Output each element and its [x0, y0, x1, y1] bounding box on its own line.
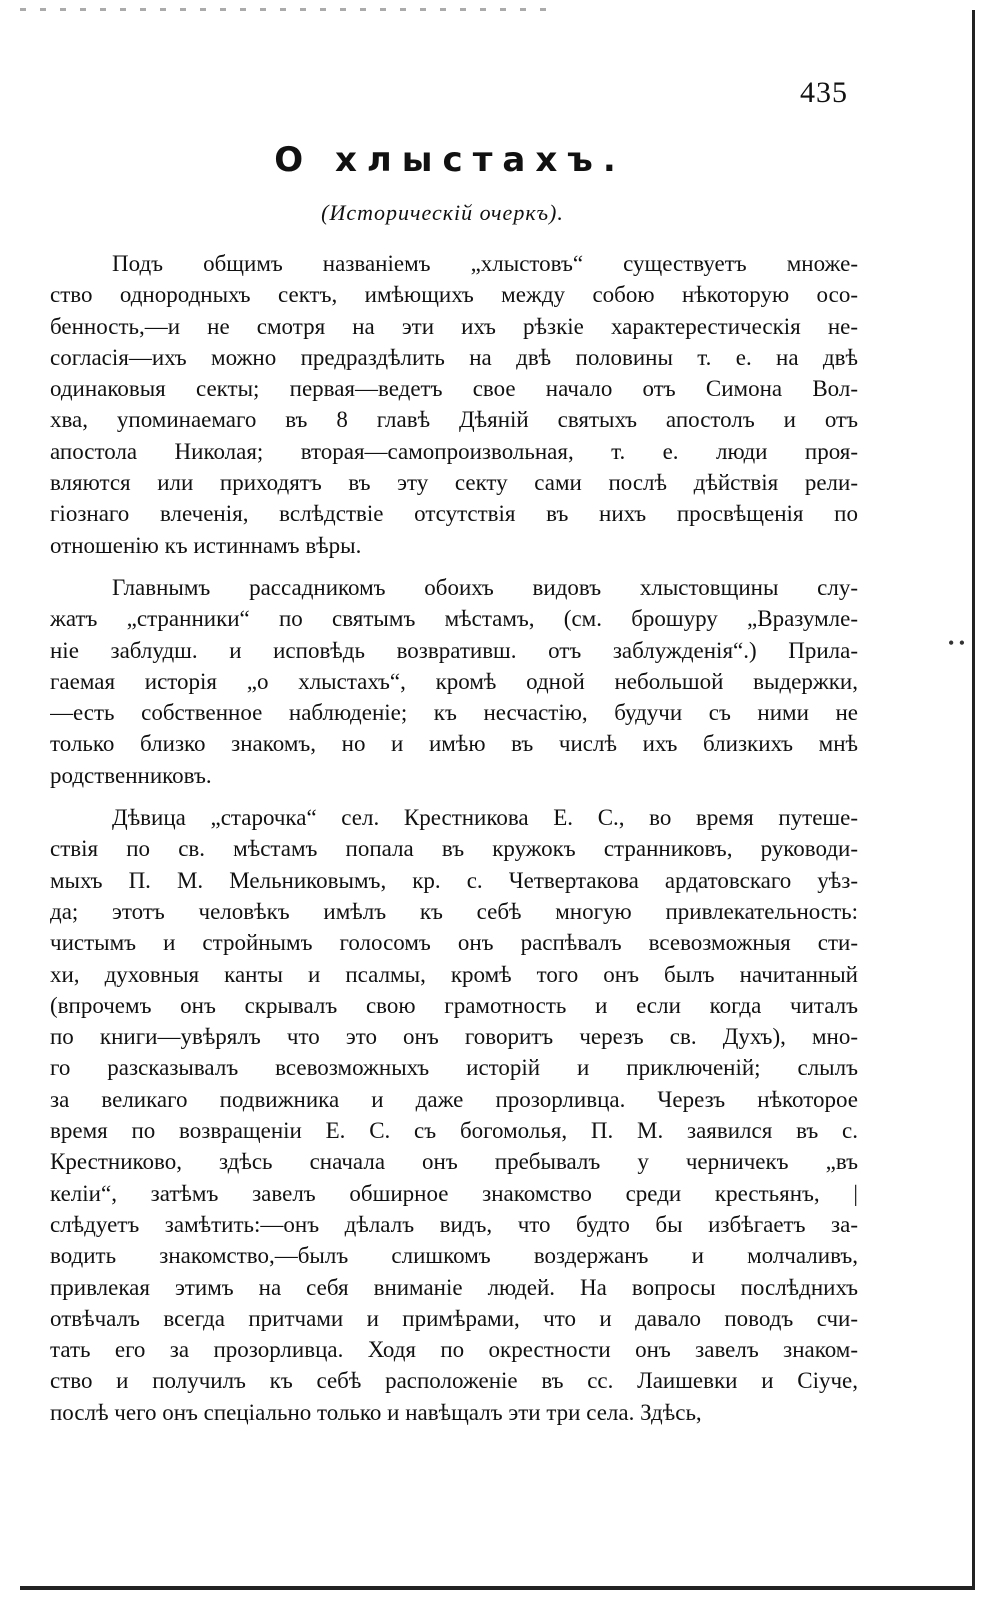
- paragraph: [50, 248, 858, 561]
- text-line: водить знакомство,—былъ слишкомъ воздержанъ и молчаливъ,: [50, 1243, 858, 1269]
- text-line: (впрочемъ онъ скрывалъ свою грамотность и если когда читалъ: [50, 992, 858, 1018]
- text-line: ство и получилъ къ себѣ расположеніе въ сс. Лаишевки и Сіуче,: [50, 1368, 858, 1394]
- text-line: ствія по св. мѣстамъ попала въ кружокъ странниковъ, руководи-: [50, 836, 858, 862]
- text-line: хи, духовныя канты и псалмы, кромѣ того онъ былъ начитанный: [50, 961, 858, 987]
- page-title: О хлыстахъ.: [274, 140, 626, 180]
- page-subtitle: (Историческій очеркъ).: [321, 200, 564, 225]
- text-line: го разсказывалъ всевозможныхъ исторій и приключеній; слылъ: [50, 1055, 858, 1081]
- text-line: да; этотъ человѣкъ имѣлъ къ себѣ многую привлекательность:: [50, 898, 858, 924]
- page-edge-right: [972, 10, 975, 1590]
- text-line: келіи“, затѣмъ завелъ обширное знакомство среди крестьянъ, |: [50, 1180, 858, 1206]
- text-line: Подъ общимъ названіемъ „хлыстовъ“ существуетъ множе-: [112, 251, 858, 276]
- text-line: апостола Николая; вторая—самопроизвольная, т. е. люди проя-: [50, 438, 858, 464]
- text-line: чистымъ и стройнымъ голосомъ онъ распѣвалъ всевозможныя сти-: [50, 930, 858, 956]
- text-line: родственниковъ.: [50, 762, 212, 788]
- body-text: [50, 248, 858, 1439]
- text-line: отвѣчалъ всегда притчами и примѣрами, что и давало поводъ счи-: [50, 1305, 858, 1331]
- page-number: 435: [800, 76, 848, 109]
- text-line: —есть собственное наблюденіе; къ несчастію, будучи съ ними не: [50, 700, 858, 726]
- page-edge-bottom: [20, 1586, 975, 1590]
- text-line: отношенію къ истиннамъ вѣры.: [50, 532, 362, 558]
- text-line: по книги—увѣрялъ что это онъ говоритъ черезъ св. Духъ), мно-: [50, 1024, 858, 1050]
- text-line: вляются или приходятъ въ эту секту сами послѣ дѣйствія рели-: [50, 470, 858, 496]
- text-line: слѣдуетъ замѣтить:—онъ дѣлалъ видъ, что будто бы избѣгаетъ за-: [50, 1211, 858, 1237]
- text-line: бенность,—и не смотря на эти ихъ рѣзкіе характерестическія не-: [50, 313, 858, 339]
- scan-noise-top: [20, 8, 560, 11]
- text-line: послѣ чего онъ спеціально только и навѣщалъ эти три села. Здѣсь,: [50, 1399, 702, 1425]
- paragraph: [50, 572, 858, 791]
- text-line: Крестниково, здѣсь сначала онъ пребывалъ у черничекъ „въ: [50, 1149, 858, 1175]
- text-line: ніе заблудш. и исповѣдь возвративш. отъ заблужденія“.) Прила-: [50, 637, 858, 663]
- text-line: хва, упоминаемаго въ 8 главѣ Дѣяній святыхъ апостолъ и отъ: [50, 407, 858, 433]
- margin-mark: • •: [948, 633, 966, 653]
- text-line: гіознаго влеченія, вслѣдствіе отсутствія въ нихъ просвѣщенія по: [50, 501, 858, 527]
- text-line: ство однородныхъ сектъ, имѣющихъ между собою нѣкоторую осо-: [50, 282, 858, 308]
- text-line: тать его за прозорливца. Ходя по окрестности онъ завелъ знаком-: [50, 1337, 858, 1363]
- text-line: за великаго подвижника и даже прозорливца. Черезъ нѣкоторое: [50, 1086, 858, 1112]
- text-line: согласія—ихъ можно предраздѣлить на двѣ половины т. е. на двѣ: [50, 344, 858, 370]
- text-line: только близко знакомъ, но и имѣю въ числѣ ихъ близкихъ мнѣ: [50, 731, 858, 757]
- text-line: Дѣвица „старочка“ сел. Крестникова Е. С., во время путеше-: [112, 805, 858, 831]
- text-line: жатъ „странники“ по святымъ мѣстамъ, (см. брошуру „Вразумле-: [50, 606, 858, 632]
- text-line: мыхъ П. М. Мельниковымъ, кр. с. Четвертакова ардатовскаго уѣз-: [50, 867, 858, 893]
- text-line: гаемая исторія „о хлыстахъ“, кромѣ одной небольшой выдержки,: [50, 668, 858, 694]
- paragraph: [50, 802, 858, 1428]
- text-line: Главнымъ рассадникомъ обоихъ видовъ хлыстовщины слу-: [112, 574, 858, 600]
- text-line: одинаковыя секты; первая—ведетъ свое начало отъ Симона Вол-: [50, 376, 858, 402]
- text-line: привлекая этимъ на себя вниманіе людей. На вопросы послѣднихъ: [50, 1274, 858, 1300]
- text-line: время по возвращеніи Е. С. съ богомолья, П. М. заявился въ с.: [50, 1118, 858, 1144]
